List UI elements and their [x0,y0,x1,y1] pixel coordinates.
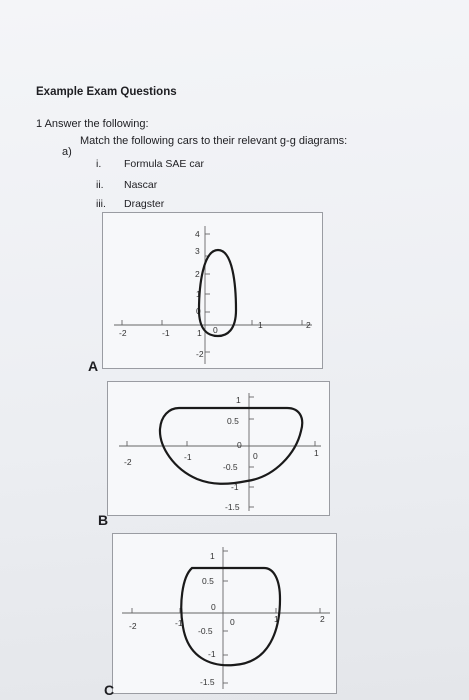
y-tick-label: 0 [211,602,216,612]
gg-diagram-a [102,212,324,370]
x-tick-label: -2 [129,621,137,631]
option-text: Nascar [124,179,158,191]
y-tick-label: 1 [210,551,215,561]
y-tick-label: -1.5 [200,677,215,687]
origin-label: 0 [253,451,258,461]
x-tick-label: -1 [184,452,192,462]
x-tick-label: -2 [124,457,132,467]
x-tick-label: 1 [274,614,279,624]
y-tick-label: -2 [196,349,204,359]
y-tick-label: 1 [236,395,241,405]
option-number: iii. [96,198,106,210]
y-tick-label: 0.5 [202,576,214,586]
option-number: ii. [96,179,104,191]
y-tick-label: -1 [208,649,216,659]
gg-diagram-b [107,381,331,517]
diagram-label: A [88,358,99,374]
x-tick-label: -2 [119,328,127,338]
x-tick-label: 2 [320,614,325,624]
y-tick-label: 4 [195,229,200,239]
x-tick-label: 1 [314,448,319,458]
gg-diagram-c [112,533,338,695]
y-tick-label: 0 [237,440,242,450]
diagram-frame [103,213,323,369]
y-tick-label: -1.5 [225,502,240,512]
y-tick-label: 0 [196,306,201,316]
option-text: Formula SAE car [124,158,204,170]
question-heading: 1 Answer the following: [36,118,149,130]
x-tick-label: -1 [175,618,183,628]
x-tick-label: 2 [306,320,311,330]
part-instruction: Match the following cars to their relevant g-g diagrams: [80,135,348,147]
diagram-frame [113,534,337,694]
x-tick-label: 1 [258,320,263,330]
y-tick-label: -0.5 [223,462,238,472]
y-tick-label: 0.5 [227,416,239,426]
y-tick-label: 2 [195,269,200,279]
origin-label: 0 [230,617,235,627]
y-tick-label: 3 [195,246,200,256]
option-text: Dragster [124,198,165,210]
origin-label: 1 [197,328,202,338]
x-tick-label: -1 [162,328,170,338]
y-tick-label: -0.5 [198,626,213,636]
diagram-label: C [104,682,115,698]
option-number: i. [96,158,102,170]
origin-label: 0 [213,325,218,335]
diagram-frame [108,382,330,516]
y-tick-label: -1 [231,482,239,492]
part-label: a) [62,146,72,158]
page-title: Example Exam Questions [36,86,177,98]
y-tick-label: 1 [196,289,201,299]
diagram-label: B [98,512,109,528]
